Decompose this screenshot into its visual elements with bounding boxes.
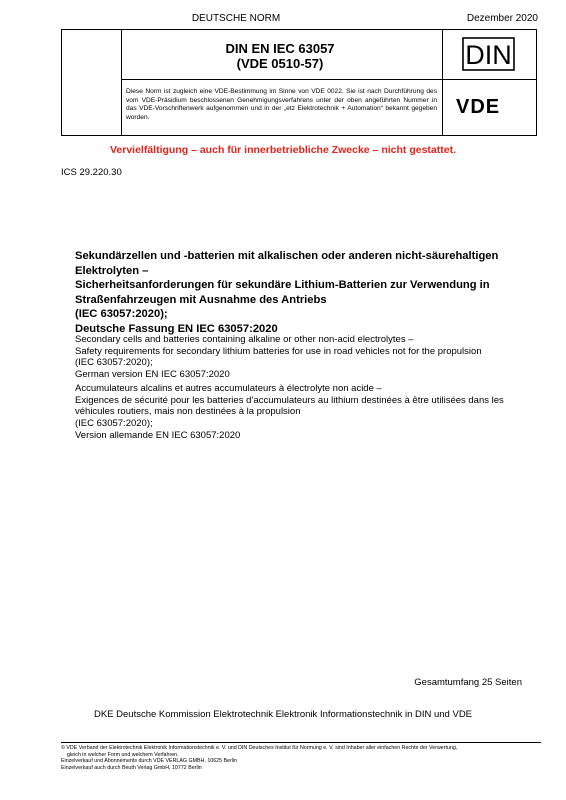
copyright-line: © VDE Verband der Elektrotechnik Elektronik Informationstechnik e. V. und DIN Deutsches Institut für Normung e. V. sind Inhaber aller einfachen Rechte der Verwertung,	[61, 745, 458, 751]
dke-line: DKE Deutsche Kommission Elektrotechnik Elektronik Informationstechnik in DIN und VDE	[93, 709, 473, 720]
title-german-line: Straßenfahrzeugen mit Ausnahme des Antriebs	[75, 293, 327, 306]
standard-type-label: DEUTSCHE NORM	[191, 13, 281, 24]
title-french-line: (IEC 63057:2020);	[75, 418, 153, 430]
din-logo	[462, 37, 515, 71]
title-german-line: Sicherheitsanforderungen für sekundäre Lithium-Batterien zur Verwendung in	[75, 279, 490, 291]
publication-date: Dezember 2020	[466, 13, 538, 24]
total-pages: Gesamtumfang 25 Seiten	[414, 677, 522, 688]
title-german-line: (IEC 63057:2020);	[75, 308, 168, 320]
frame-divider-horizontal	[121, 79, 536, 80]
title-french	[75, 383, 515, 442]
title-english	[75, 334, 515, 381]
title-english-line: German version EN IEC 63057:2020	[75, 369, 230, 381]
title-english-line: Safety requirements for secondary lithium batteries for use in road vehicles not for the propulsion	[75, 345, 482, 357]
document-number-line2: (VDE 0510-57)	[236, 56, 324, 71]
title-french-line: Accumulateurs alcalins et autres accumulateurs à électrolyte non acide –	[75, 383, 382, 394]
title-english-line: Secondary cells and batteries containing alkaline or other non-acid electrolytes –	[75, 334, 414, 345]
copyright-line: Einzelverkauf auch durch Beuth Verlag GmbH, 10772 Berlin	[61, 764, 202, 771]
frame-divider-right	[442, 30, 443, 135]
title-french-line: Exigences de sécurité pour les batteries d’accumulateurs au lithium destinées à être utilisées dans les	[75, 394, 504, 406]
document-number-line1: DIN EN IEC 63057	[225, 41, 335, 56]
title-english-line: (IEC 63057:2020);	[75, 357, 153, 369]
copyright-line: gleich in welcher Form und welchem Verfahren.	[67, 751, 179, 758]
title-german-line: Deutsche Fassung EN IEC 63057:2020	[75, 322, 278, 335]
vde-logo: VDE	[456, 96, 501, 118]
title-german	[75, 249, 515, 336]
title-german-line: Elektrolyten –	[75, 264, 149, 277]
copyright-divider	[61, 742, 541, 743]
ics-code: ICS 29.220.30	[61, 167, 122, 178]
title-french-line: Version allemande EN IEC 63057:2020	[75, 429, 241, 441]
vde-norm-note: Diese Norm ist zugleich eine VDE-Bestimmung im Sinne von VDE 0022. Sie ist nach Durchführung des vom VDE-Präsidium beschlossenen Genehmigungsverfahrens unter der oben angeführten Nummer in das VDE-Vorschriftenwerk aufgenommen und in der „etz Elektrotechnik + Automation“ bekannt gegeben worden.	[126, 88, 437, 121]
title-french-line: véhicules routiers, mais non destinées à la propulsion	[75, 406, 301, 418]
din-logo-text: DIN	[465, 40, 512, 70]
copyright-line: Einzelverkauf und Abonnements durch VDE VERLAG GMBH, 10625 Berlin	[61, 758, 238, 765]
title-german-line: Sekundärzellen und -batterien mit alkalischen oder anderen nicht-säurehaltigen	[75, 250, 499, 262]
reproduction-warning: Vervielfältigung – auch für innerbetriebliche Zwecke – nicht gestattet.	[109, 144, 456, 156]
copyright-block	[61, 745, 543, 771]
document-number	[120, 41, 440, 71]
